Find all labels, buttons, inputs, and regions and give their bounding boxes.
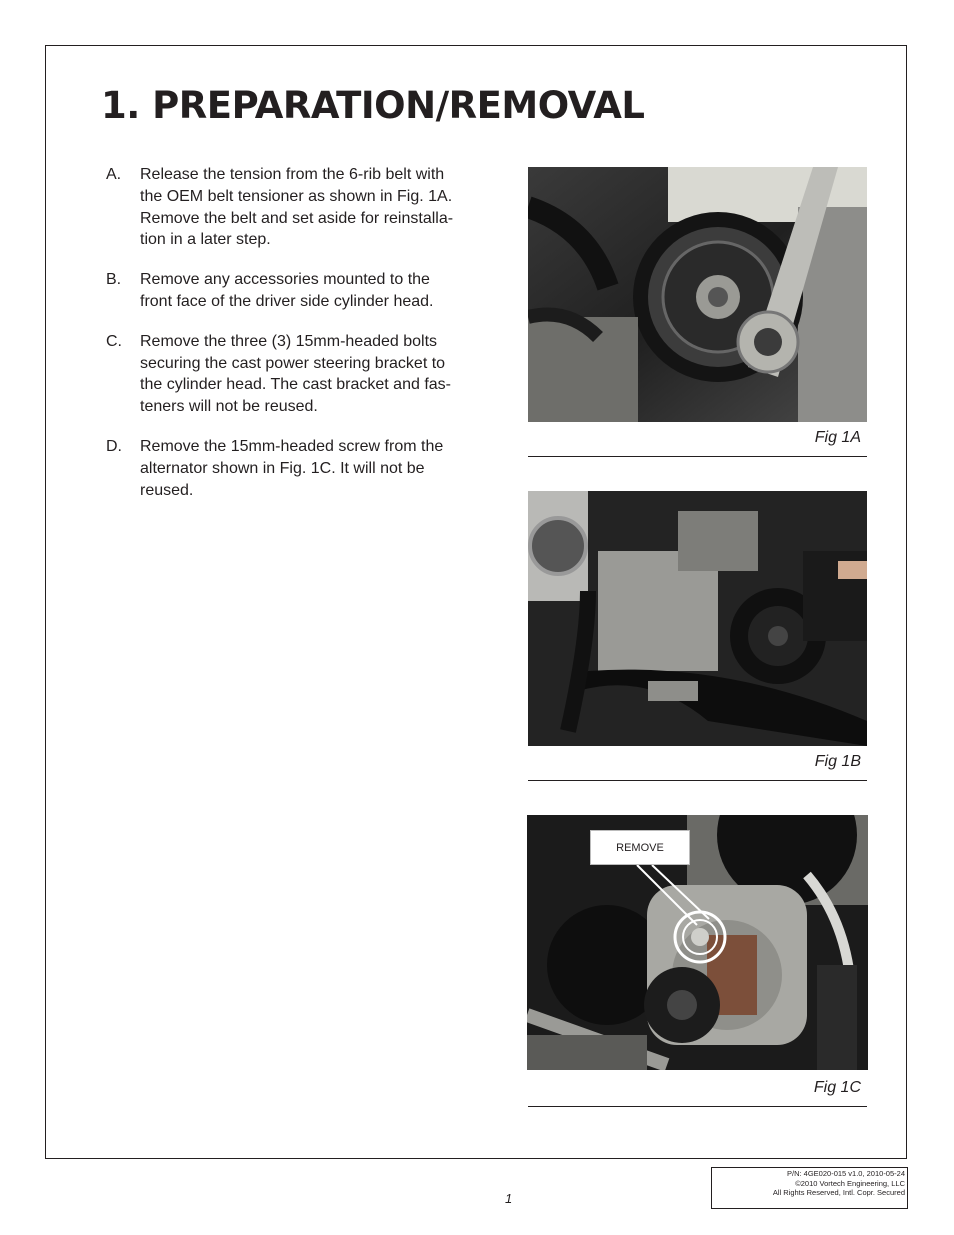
step-text: Remove any accessories mounted to the front face of the driver side cylinder head. — [140, 271, 434, 310]
page-number: 1 — [505, 1191, 513, 1206]
engine-belt-tensioner-photo — [528, 167, 867, 422]
figure-1b-rule — [528, 780, 867, 781]
figure-1c-rule — [528, 1106, 867, 1107]
part-number: P/N: 4GE020-015 v1.0, 2010-05-24 — [787, 1169, 905, 1178]
remove-callout-label: REMOVE — [590, 830, 690, 865]
figure-1a-caption: Fig 1A — [814, 429, 861, 446]
step-d — [106, 436, 491, 501]
engine-bay-pulley-photo — [528, 491, 867, 746]
step-letter: B. — [106, 271, 122, 289]
step-a — [106, 164, 491, 251]
figure-1a-photo — [528, 167, 867, 422]
rights-notice: All Rights Reserved, Intl. Copr. Secured — [772, 1188, 905, 1197]
step-b — [106, 269, 491, 313]
section-title: 1. PREPARATION/REMOVAL — [101, 84, 645, 127]
step-letter: D. — [106, 437, 122, 455]
figure-1b-photo — [528, 491, 867, 746]
figure-1c-caption: Fig 1C — [813, 1079, 861, 1096]
step-text: Remove the 15mm-headed screw from the alternator shown in Fig. 1C. It will not be reused. — [140, 437, 444, 499]
footer-info-box — [711, 1167, 908, 1209]
step-c — [106, 331, 491, 418]
figure-1b-caption: Fig 1B — [814, 753, 861, 770]
step-letter: C. — [106, 332, 122, 350]
figure-1a-rule — [528, 456, 867, 457]
alternator-photo — [527, 815, 868, 1070]
step-letter: A. — [106, 166, 122, 183]
step-text: Release the tension from the 6-rib belt with the OEM belt tensioner as shown in Fig. 1A. Remove the belt and set aside for reinstalla- tion in a later step. — [140, 166, 454, 249]
step-text: Remove the three (3) 15mm-headed bolts securing the cast power steering bracket to the cylinder head. The cast bracket and fas- teners will not be reused. — [140, 332, 451, 416]
instruction-list — [106, 164, 491, 519]
copyright-notice: ©2010 Vortech Engineering, LLC — [795, 1178, 905, 1188]
figure-1c-photo — [527, 815, 868, 1070]
